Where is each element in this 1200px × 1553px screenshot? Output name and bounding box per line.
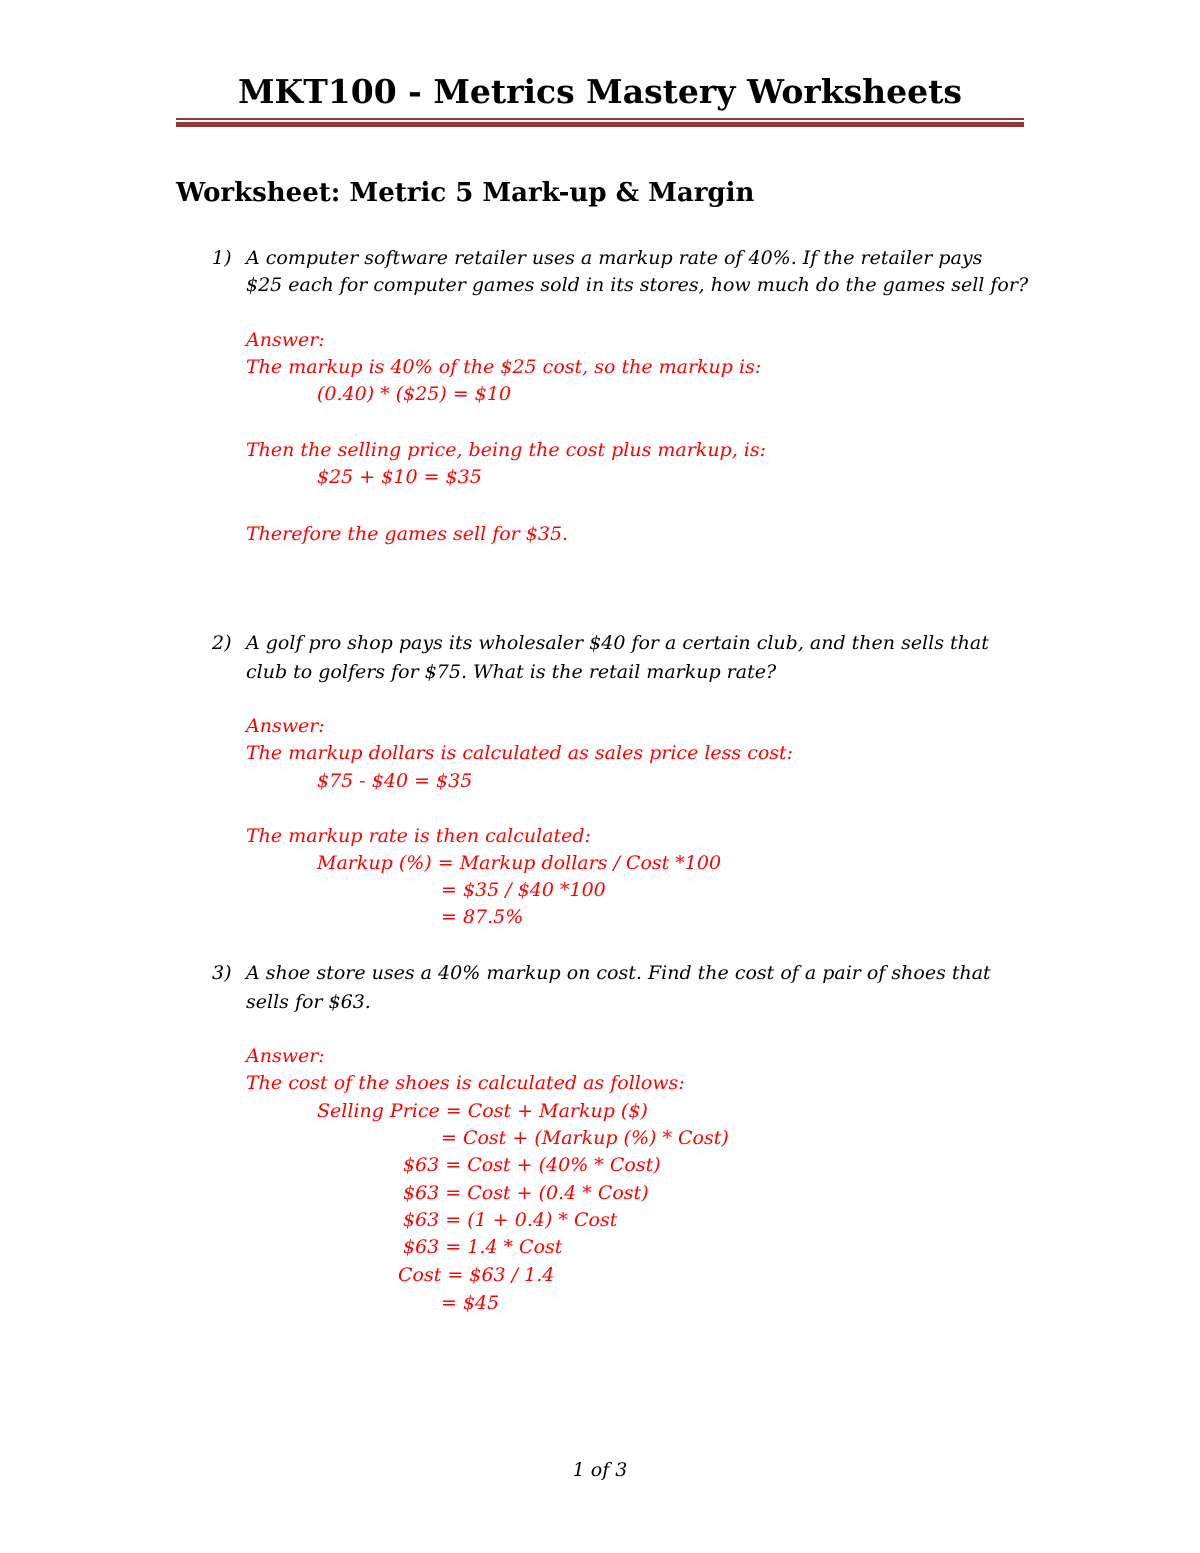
- question-1-line-2: $25 each for computer games sold in its stores, how much do the games sell for?: [246, 274, 1029, 296]
- answer-3-eq-5: $63 = (1 + 0.4) * Cost: [403, 1209, 618, 1231]
- answer-1-step-2: Then the selling price, being the cost plus markup, is:: [246, 439, 767, 461]
- question-1-line-1: A computer software retailer uses a markup rate of 40%. If the retailer pays: [246, 247, 983, 269]
- answer-3-eq-3: $63 = Cost + (40% * Cost): [403, 1154, 661, 1176]
- answer-3-eq-4: $63 = Cost + (0.4 * Cost): [403, 1182, 649, 1204]
- answer-3-eq-7: Cost = $63 / 1.4: [398, 1264, 555, 1286]
- question-3-line-1: A shoe store uses a 40% markup on cost. Find the cost of a pair of shoes that: [246, 962, 991, 984]
- question-3-line-2: sells for $63.: [246, 991, 371, 1013]
- title-rule-thick: [176, 122, 1024, 127]
- answer-1-calc-1: (0.40) * ($25) = $10: [317, 383, 512, 405]
- answer-2-result: = 87.5%: [441, 906, 524, 928]
- question-3-number: 3): [212, 962, 232, 984]
- answer-1-label: Answer:: [246, 329, 325, 351]
- question-2-line-1: A golf pro shop pays its wholesaler $40 for a certain club, and then sells that: [246, 632, 989, 654]
- document-title: MKT100 - Metrics Mastery Worksheets: [238, 72, 962, 111]
- answer-2-step-1: The markup dollars is calculated as sales price less cost:: [246, 742, 794, 764]
- answer-1-step-1: The markup is 40% of the $25 cost, so the markup is:: [246, 356, 762, 378]
- answer-2-label: Answer:: [246, 715, 325, 737]
- title-rule-thin: [176, 118, 1024, 120]
- answer-2-calc-1: $75 - $40 = $35: [317, 770, 473, 792]
- answer-3-label: Answer:: [246, 1045, 325, 1067]
- question-2-number: 2): [212, 632, 232, 654]
- answer-2-formula-sub: = $35 / $40 *100: [441, 879, 606, 901]
- answer-2-formula: Markup (%) = Markup dollars / Cost *100: [317, 852, 722, 874]
- question-1-number: 1): [212, 247, 232, 269]
- answer-1-conclusion: Therefore the games sell for $35.: [246, 523, 569, 545]
- answer-1-calc-2: $25 + $10 = $35: [317, 466, 482, 488]
- question-2-line-2: club to golfers for $75. What is the retail markup rate?: [246, 661, 777, 683]
- answer-2-step-2: The markup rate is then calculated:: [246, 825, 591, 847]
- page-number: 1 of 3: [572, 1459, 628, 1481]
- answer-3-step-1: The cost of the shoes is calculated as follows:: [246, 1072, 685, 1094]
- worksheet-heading: Worksheet: Metric 5 Mark-up & Margin: [176, 178, 755, 208]
- answer-3-eq-6: $63 = 1.4 * Cost: [403, 1236, 563, 1258]
- answer-3-eq-2: = Cost + (Markup (%) * Cost): [441, 1127, 729, 1149]
- answer-3-eq-1: Selling Price = Cost + Markup ($): [317, 1100, 648, 1122]
- answer-3-result: = $45: [441, 1292, 500, 1314]
